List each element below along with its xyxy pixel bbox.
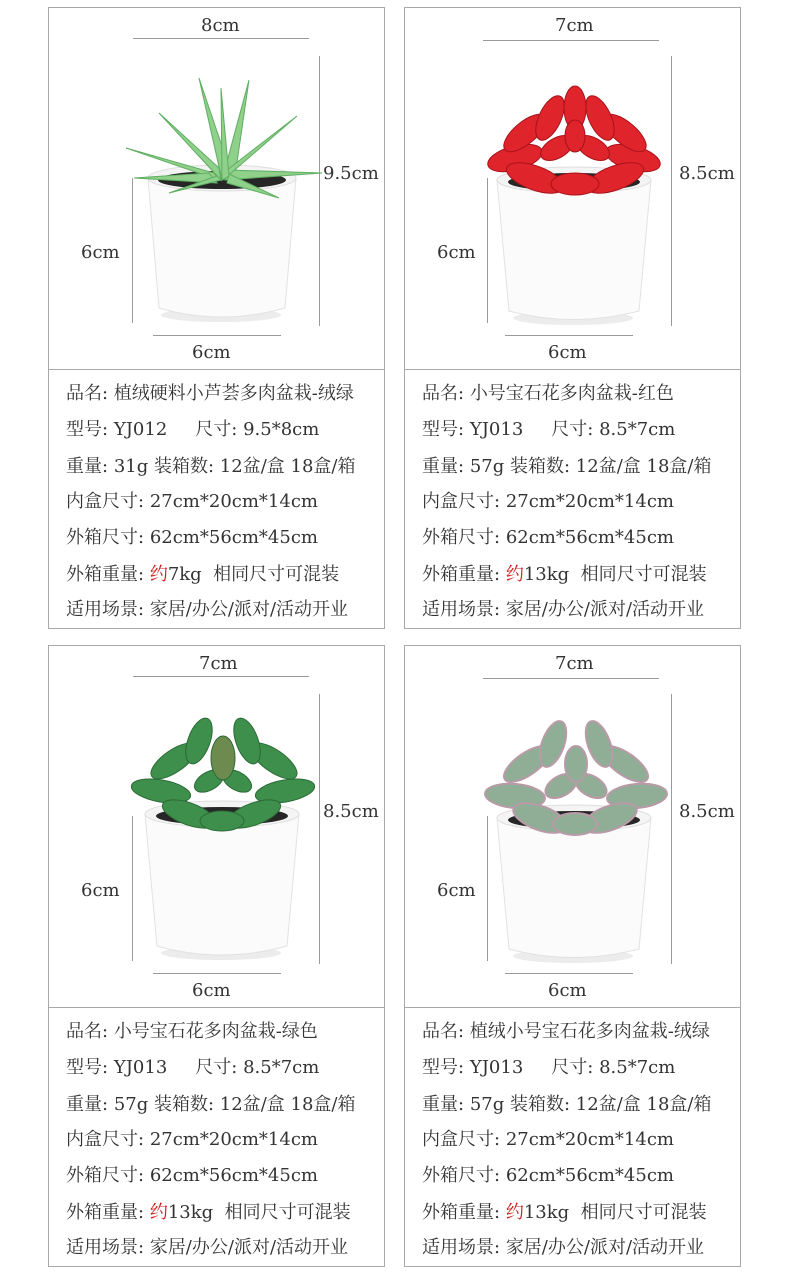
left-dimension-label: 6cm [437,880,476,901]
spec-scene-row: 适用场景: 家居/办公/派对/活动开业 [422,1237,705,1258]
spec-outer-weight-row: 外箱重量: 约7kg 相同尺寸可混装 [66,564,340,585]
spec-outer-weight-row: 外箱重量: 约13kg 相同尺寸可混装 [422,1202,707,1223]
product-specs [49,370,384,628]
product-photo [405,8,740,370]
spec-inner-box-row: 内盒尺寸: 27cm*20cm*14cm [66,491,318,512]
spec-inner-box-row: 内盒尺寸: 27cm*20cm*14cm [422,1129,674,1150]
spec-weight-row: 重量: 57g 装箱数: 12盆/盒 18盒/箱 [422,456,712,477]
right-dimension-label: 9.5cm [323,163,379,184]
spec-outer-box-row: 外箱尺寸: 62cm*56cm*45cm [422,527,674,548]
green-echeveria-image [49,646,384,1007]
top-dimension-label: 7cm [555,653,594,674]
bottom-dimension-label: 6cm [548,980,587,1001]
spec-outer-box-row: 外箱尺寸: 62cm*56cm*45cm [66,527,318,548]
spec-inner-box-row: 内盒尺寸: 27cm*20cm*14cm [422,491,674,512]
right-dimension-label: 8.5cm [323,801,379,822]
spec-weight-row: 重量: 57g 装箱数: 12盆/盒 18盒/箱 [66,1094,356,1115]
spec-model-row: 型号: YJ013 尺寸: 8.5*7cm [66,1057,320,1078]
bottom-dimension-label: 6cm [192,342,231,363]
red-echeveria-image [405,8,740,369]
product-photo [49,646,384,1008]
bottom-dimension-label: 6cm [192,980,231,1001]
product-photo [49,8,384,370]
right-dimension-label: 8.5cm [679,801,735,822]
product-specs [405,370,740,628]
spec-name-row: 品名: 小号宝石花多肉盆栽-红色 [422,383,674,404]
spec-model-row: 型号: YJ013 尺寸: 8.5*7cm [422,419,676,440]
spec-name-row: 品名: 植绒小号宝石花多肉盆栽-绒绿 [422,1021,710,1042]
spec-weight-row: 重量: 31g 装箱数: 12盆/盒 18盒/箱 [66,456,356,477]
left-dimension-label: 6cm [437,242,476,263]
right-dimension-label: 8.5cm [679,163,735,184]
left-dimension-label: 6cm [81,242,120,263]
product-card-1 [48,7,385,629]
bottom-dimension-label: 6cm [548,342,587,363]
product-card-3 [48,645,385,1267]
product-specs [49,1008,384,1266]
spec-name-row: 品名: 植绒硬料小芦荟多肉盆栽-绒绿 [66,383,354,404]
product-specs [405,1008,740,1266]
product-card-4 [404,645,741,1267]
spec-outer-weight-row: 外箱重量: 约13kg 相同尺寸可混装 [66,1202,351,1223]
spec-outer-box-row: 外箱尺寸: 62cm*56cm*45cm [422,1165,674,1186]
spec-outer-weight-row: 外箱重量: 约13kg 相同尺寸可混装 [422,564,707,585]
top-dimension-label: 7cm [555,15,594,36]
spec-outer-box-row: 外箱尺寸: 62cm*56cm*45cm [66,1165,318,1186]
left-dimension-label: 6cm [81,880,120,901]
spec-model-row: 型号: YJ012 尺寸: 9.5*8cm [66,419,320,440]
spec-scene-row: 适用场景: 家居/办公/派对/活动开业 [66,1237,349,1258]
aloe-plant-image [49,8,384,369]
spec-name-row: 品名: 小号宝石花多肉盆栽-绿色 [66,1021,318,1042]
flocked-echeveria-image [405,646,740,1007]
spec-inner-box-row: 内盒尺寸: 27cm*20cm*14cm [66,1129,318,1150]
product-photo [405,646,740,1008]
top-dimension-label: 8cm [201,15,240,36]
spec-weight-row: 重量: 57g 装箱数: 12盆/盒 18盒/箱 [422,1094,712,1115]
spec-scene-row: 适用场景: 家居/办公/派对/活动开业 [422,599,705,620]
spec-model-row: 型号: YJ013 尺寸: 8.5*7cm [422,1057,676,1078]
spec-scene-row: 适用场景: 家居/办公/派对/活动开业 [66,599,349,620]
top-dimension-label: 7cm [199,653,238,674]
product-card-2 [404,7,741,629]
